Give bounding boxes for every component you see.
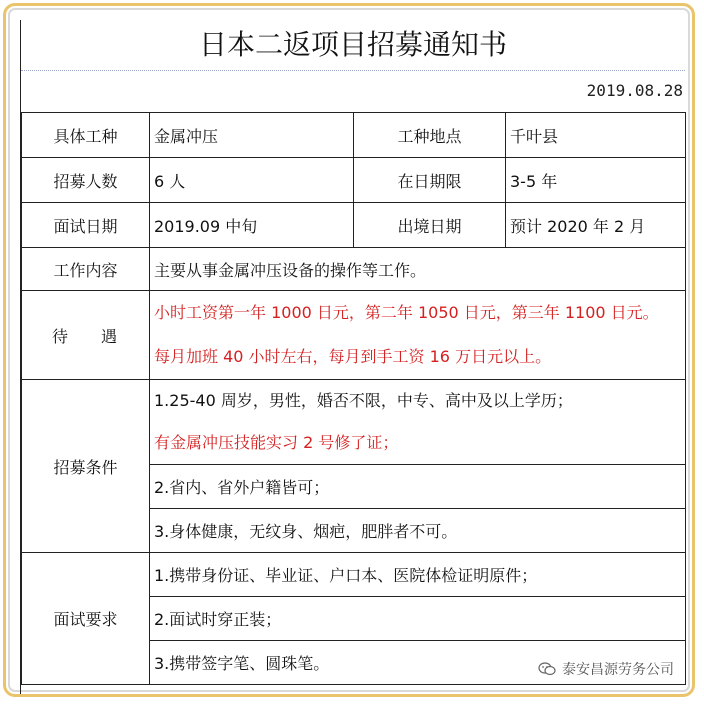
work-place-value: 千叶县 bbox=[506, 113, 686, 158]
recruit-count-label: 招募人数 bbox=[22, 158, 150, 203]
term-value: 3-5 年 bbox=[506, 158, 686, 203]
departure-value: 预计 2020 年 2 月 bbox=[506, 203, 686, 248]
document-frame bbox=[3, 3, 695, 697]
table-row bbox=[22, 113, 686, 158]
treatment-label-char-2: 遇 bbox=[100, 326, 117, 346]
treatment-line-1: 小时工资第一年 1000 日元，第二年 1050 日元，第三年 1100 日元。 bbox=[154, 303, 659, 322]
interview-date-value: 2019.09 中旬 bbox=[150, 203, 354, 248]
work-content-label: 工作内容 bbox=[22, 248, 150, 291]
condition-1-note: 有金属冲压技能实习 2 号修了证； bbox=[154, 433, 399, 452]
condition-3: 3.身体健康，无纹身、烟疤，肥胖者不可。 bbox=[150, 509, 686, 553]
departure-label: 出境日期 bbox=[354, 203, 506, 248]
term-label: 在日期限 bbox=[354, 158, 506, 203]
recruit-count-value: 6 人 bbox=[150, 158, 354, 203]
treatment-value bbox=[150, 291, 686, 380]
treatment-line-2: 每月加班 40 小时左右，每月到手工资 16 万日元以上。 bbox=[154, 347, 552, 366]
table-row bbox=[22, 553, 686, 597]
treatment-label-char-1: 待 bbox=[52, 326, 69, 346]
table-row bbox=[22, 158, 686, 203]
table-row bbox=[22, 380, 686, 465]
condition-1: 1.25-40 周岁，男性，婚否不限，中专、高中及以上学历； bbox=[154, 391, 573, 410]
work-place-label: 工种地点 bbox=[354, 113, 506, 158]
recruitment-sheet bbox=[20, 20, 685, 697]
conditions-label: 招募条件 bbox=[22, 380, 150, 553]
work-content-value: 主要从事金属冲压设备的操作等工作。 bbox=[150, 248, 686, 291]
job-type-label: 具体工种 bbox=[22, 113, 150, 158]
notice-date: 2019.08.28 bbox=[586, 81, 683, 100]
interview-req-label: 面试要求 bbox=[22, 553, 150, 685]
page-title: 日本二返项目招募通知书 bbox=[21, 20, 685, 71]
recruitment-table bbox=[21, 112, 686, 685]
job-type-value: 金属冲压 bbox=[150, 113, 354, 158]
requirement-1: 1.携带身份证、毕业证、户口本、医院体检证明原件； bbox=[150, 553, 686, 597]
condition-1-cell bbox=[150, 380, 686, 465]
condition-2: 2.省内、省外户籍皆可； bbox=[150, 465, 686, 509]
watermark-text: 泰安昌源劳务公司 bbox=[562, 662, 674, 678]
requirement-2: 2.面试时穿正装； bbox=[150, 597, 686, 641]
requirement-3: 3.携带签字笔、圆珠笔。 bbox=[150, 641, 686, 685]
wechat-icon bbox=[538, 662, 556, 676]
interview-date-label: 面试日期 bbox=[22, 203, 150, 248]
table-row bbox=[22, 203, 686, 248]
table-row bbox=[22, 291, 686, 380]
treatment-label bbox=[22, 291, 150, 380]
table-row bbox=[22, 248, 686, 291]
watermark bbox=[534, 658, 678, 680]
